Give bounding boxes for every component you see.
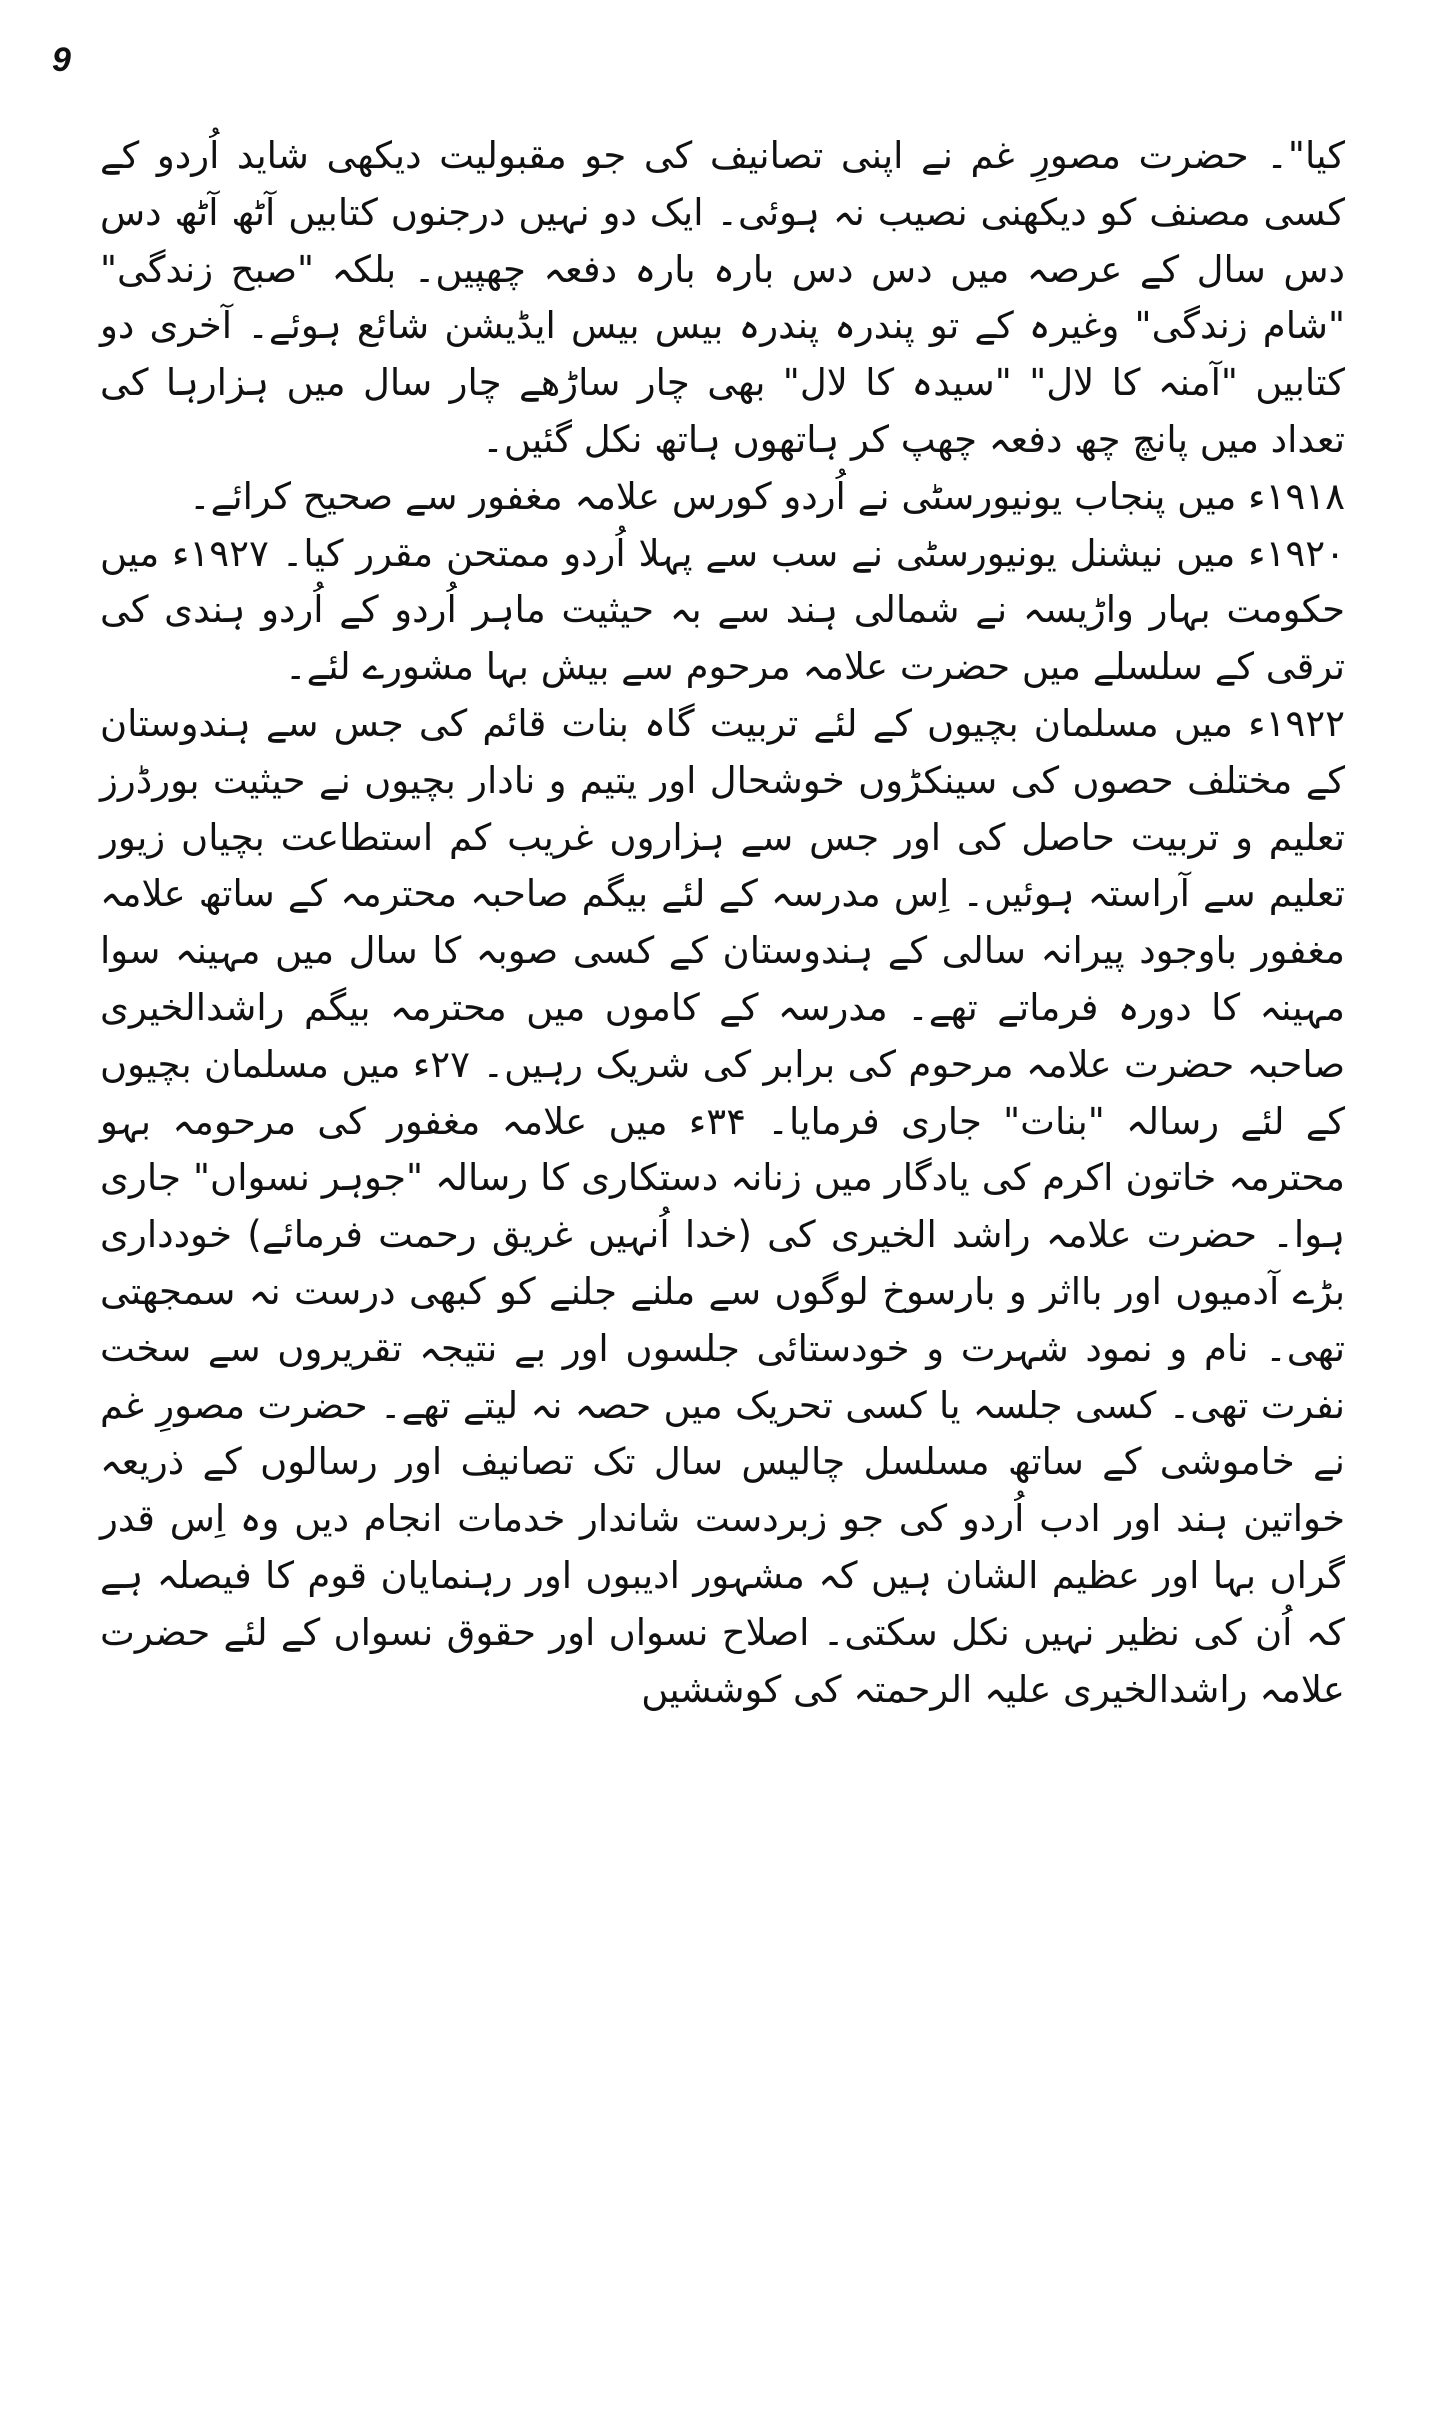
- paragraph-1: کیا"۔ حضرت مصورِ غم نے اپنی تصانیف کی جو مقبولیت دیکھی شاید اُردو کے کسی مصنف کو دیکھنی نصیب نہ ہوئی۔ ایک دو نہیں درجنوں کتابیں آٹھ آٹھ دس دس سال کے عرصہ میں دس دس بارہ بارہ دفعہ چھپیں۔ بلکہ "صبح زندگی" "شام زندگی" وغیرہ کے تو پندرہ پندرہ بیس بیس ایڈیشن شائع ہوئے۔ آخری دو کتابیں "آمنہ کا لال" "سیدہ کا لال" بھی چار ساڑھے چار سال میں ہزارہا کی تعداد میں پانچ چھ دفعہ چھپ کر ہاتھوں ہاتھ نکل گئیں۔: [100, 134, 1345, 461]
- paragraph-2: ۱۹۱۸ء میں پنجاب یونیورسٹی نے اُردو کورس علامہ مغفور سے صحیح کرائے۔: [189, 474, 1345, 518]
- paragraph-4: ۱۹۲۲ء میں مسلمان بچیوں کے لئے تربیت گاہ بنات قائم کی جس سے ہندوستان کے مختلف حصوں کی سینکڑوں خوشحال اور یتیم و نادار بچیوں نے حیثیت بورڈرز تعلیم و تربیت حاصل کی اور جس سے ہزاروں غریب کم استطاعت بچیاں زیور تعلیم سے آراستہ ہوئیں۔ اِس مدرسہ کے لئے بیگم صاحبہ محترمہ کے ساتھ علامہ مغفور باوجود پیرانہ سالی کے ہندوستان کے کسی صوبہ کا سال میں مہینہ سوا مہینہ کا دورہ فرماتے تھے۔ مدرسہ کے کاموں میں محترمہ بیگم راشدالخیری صاحبہ حضرت علامہ مرحوم کی برابر کی شریک رہیں۔ ۲۷ء میں مسلمان بچیوں کے لئے رسالہ "بنات" جاری فرمایا۔ ۳۴ء میں علامہ مغفور کی مرحومہ بہو محترمہ خاتون اکرم کی یادگار میں زنانہ دستکاری کا رسالہ "جوہر نسواں" جاری ہوا۔ حضرت علامہ راشد الخیری کی (خدا اُنہیں غریق رحمت فرمائے) خودداری بڑے آدمیوں اور بااثر و بارسوخ لوگوں سے ملنے جلنے کو کبھی درست نہ سمجھتی تھی۔ نام و نمود شہرت و خودستائی جلسوں اور بے نتیجہ تقریروں سے سخت نفرت تھی۔ کسی جلسہ یا کسی تحریک میں حصہ نہ لیتے تھے۔ حضرت مصورِ غم نے خاموشی کے ساتھ مسلسل چالیس سال تک تصانیف اور رسالوں کے ذریعہ خواتین ہند اور ادب اُردو کی جو زبردست شاندار خدمات انجام دیں وہ اِس قدر گراں بہا اور عظیم الشان ہیں کہ مشہور ادیبوں اور رہنمایان قوم کا فیصلہ ہے کہ اُن کی نظیر نہیں نکل سکتی۔ اصلاح نسواں اور حقوق نسواں کے لئے حضرت علامہ راشدالخیری علیہ الرحمتہ کی کوششیں: [100, 701, 1346, 1711]
- paragraph-3: ۱۹۲۰ء میں نیشنل یونیورسٹی نے سب سے پہلا اُردو ممتحن مقرر کیا۔ ۱۹۲۷ء میں حکومت بہار واڑیسہ نے شمالی ہند سے بہ حیثیت ماہر اُردو کے اُردو ہندی کی ترقی کے سلسلے میں حضرت علامہ مرحوم سے بیش بہا مشورے لئے۔: [100, 531, 1346, 689]
- body-text: [100, 128, 1345, 1718]
- page-number: 9: [52, 41, 71, 79]
